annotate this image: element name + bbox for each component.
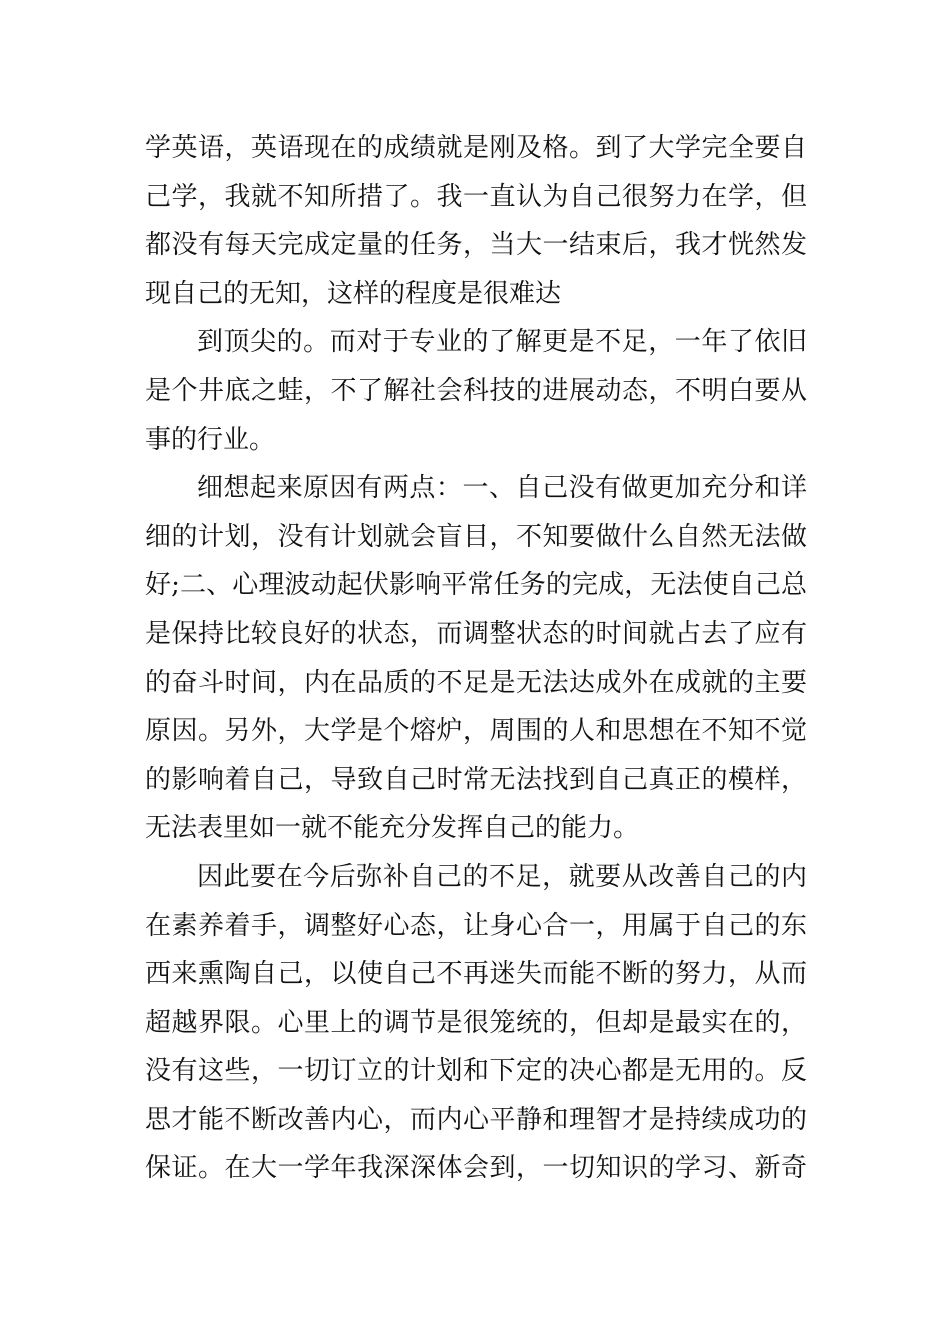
text-line: 无法表里如一就不能充分发挥自己的能力。 [145, 813, 640, 844]
text-line: 的奋斗时间，内在品质的不足是无法达成外在成就的主要 [145, 667, 807, 698]
text-line: 细的计划，没有计划就会盲目，不知要做什么自然无法做 [145, 521, 807, 552]
text-line: 思才能不断改善内心，而内心平静和理智才是持续成功的 [145, 1104, 807, 1135]
text-line: 是个井底之蛙，不了解社会科技的进展动态，不明白要从 [145, 375, 807, 406]
text-line: 原因。另外，大学是个熔炉，周围的人和思想在不知不觉 [145, 716, 807, 747]
paragraph-1 [145, 124, 807, 318]
text-line: 西来熏陶自己，以使自己不再迷失而能不断的努力，从而 [145, 959, 807, 990]
document-body [145, 124, 807, 1193]
text-line: 己学，我就不知所措了。我一直认为自己很努力在学，但 [145, 181, 807, 212]
text-line: 没有这些，一切订立的计划和下定的决心都是无用的。反 [145, 1056, 807, 1087]
text-line: 的影响着自己，导致自己时常无法找到自己真正的模样， [145, 764, 807, 795]
text-line: 现自己的无知，这样的程度是很难达 [145, 278, 562, 309]
text-line: 因此要在今后弥补自己的不足，就要从改善自己的内 [197, 861, 807, 892]
paragraph-3 [145, 464, 807, 853]
text-line: 学英语，英语现在的成绩就是刚及格。到了大学完全要自 [145, 133, 807, 163]
paragraph-4 [145, 853, 807, 1193]
text-line: 到顶尖的。而对于专业的了解更是不足，一年了依旧 [197, 327, 807, 358]
text-line: 保证。在大一学年我深深体会到，一切知识的学习、新奇 [145, 1153, 807, 1184]
text-line: 超越界限。心里上的调节是很笼统的，但却是最实在的， [145, 1007, 807, 1038]
text-line: 细想起来原因有两点：一、自己没有做更加充分和详 [197, 473, 807, 504]
paragraph-2 [145, 318, 807, 464]
text-line: 在素养着手，调整好心态，让身心合一，用属于自己的东 [145, 910, 807, 941]
text-line: 好;二、心理波动起伏影响平常任务的完成，无法使自己总 [145, 570, 807, 601]
text-line: 事的行业。 [145, 424, 276, 455]
text-line: 是保持比较良好的状态，而调整状态的时间就占去了应有 [145, 618, 807, 649]
text-line: 都没有每天完成定量的任务，当大一结束后，我才恍然发 [145, 230, 807, 261]
